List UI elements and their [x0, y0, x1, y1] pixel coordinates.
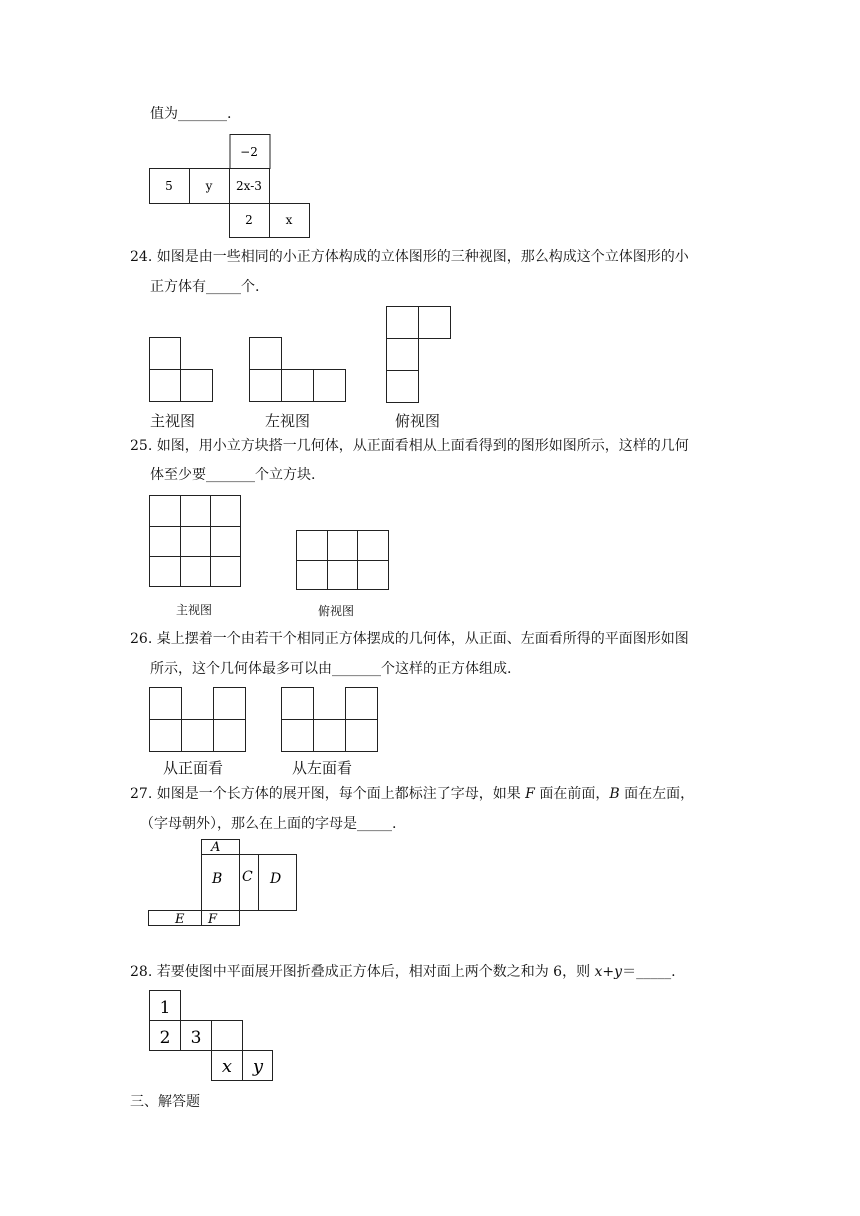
q26-front-view	[150, 688, 246, 752]
q27-text-line1	[130, 784, 694, 804]
q24-text-line1: 24. 如图是由一些相同的小正方体构成的立体图形的三种视图，那么构成这个立体图形的小	[130, 249, 689, 265]
q24-caption-top: 俯视图	[395, 412, 441, 430]
q23-cell-b: 5	[165, 179, 173, 193]
q25-views-figure	[148, 494, 393, 590]
q28-cell-2: 2	[159, 1028, 171, 1048]
q24-text-line2: 正方体有_____个.	[150, 279, 260, 295]
q26-views-figure	[148, 686, 383, 754]
q25-caption-front: 主视图	[176, 603, 213, 617]
q27-face-d: D	[270, 871, 282, 887]
q27-text-F: F	[525, 786, 535, 802]
q27-face-c: C	[242, 869, 253, 885]
q23-cube-net	[148, 134, 312, 240]
q27-text-part2: 面在前面，	[534, 786, 610, 802]
q28-text-part2: ＝_____.	[622, 964, 676, 980]
q27-face-b: B	[212, 871, 223, 887]
q25-text-line1: 25. 如图，用小立方块搭一几何体，从正面看相从上面看得到的图形如图所示，这样的几何	[130, 438, 689, 454]
q23-cell-e: 2	[245, 213, 253, 227]
q27-text-part3: 面在左面，	[619, 786, 695, 802]
q25-front-view	[150, 496, 241, 587]
q24-left-view	[250, 338, 346, 402]
q25-top-view	[297, 531, 389, 590]
q24-caption-front: 主视图	[150, 412, 196, 430]
q25-text-line2: 体至少要_______个立方块.	[150, 467, 316, 483]
q27-face-a: A	[211, 840, 221, 855]
q28-cube-net	[148, 989, 276, 1083]
q26-caption-left: 从左面看	[292, 759, 353, 777]
q23-cell-a: −2	[240, 145, 258, 159]
q24-caption-left: 左视图	[265, 412, 311, 430]
q24-front-view	[150, 338, 213, 402]
q27-text-B: B	[609, 786, 620, 802]
q27-face-e: E	[175, 912, 185, 927]
q23-cell-f: x	[285, 213, 293, 227]
q24-views-figure	[148, 305, 458, 405]
q26-left-view	[282, 688, 378, 752]
q27-text-line2: （字母朝外），那么在上面的字母是_____.	[140, 816, 397, 832]
q26-text-line2: 所示，这个几何体最多可以由_______个这样的正方体组成.	[150, 661, 512, 677]
q23-tail-text: 值为_______.	[150, 106, 232, 122]
q26-caption-front: 从正面看	[163, 759, 224, 777]
q27-box-net	[148, 839, 300, 927]
q28-cell-1: 1	[159, 998, 171, 1018]
q25-caption-top: 俯视图	[318, 604, 355, 618]
q28-text-expr: x+y	[594, 964, 623, 980]
q23-cell-d: 2x-3	[236, 179, 262, 193]
q28-cell-y: y	[252, 1056, 264, 1077]
q27-face-f: F	[208, 912, 218, 927]
section3-title: 三、解答题	[130, 1094, 200, 1110]
q28-cell-3: 3	[190, 1028, 202, 1048]
q28-text-line	[130, 962, 676, 982]
q24-top-view	[387, 307, 451, 403]
q28-cell-x: x	[221, 1056, 233, 1077]
q28-text-part1: 28. 若要使图中平面展开图折叠成正方体后，相对面上两个数之和为 6，则	[130, 964, 595, 980]
q26-text-line1: 26. 桌上摆着一个由若干个相同正方体摆成的几何体，从正面、左面看所得的平面图形如图	[130, 631, 689, 647]
q27-text-part1: 27. 如图是一个长方体的展开图，每个面上都标注了字母，如果	[130, 786, 526, 802]
q23-cell-c: y	[205, 179, 213, 193]
